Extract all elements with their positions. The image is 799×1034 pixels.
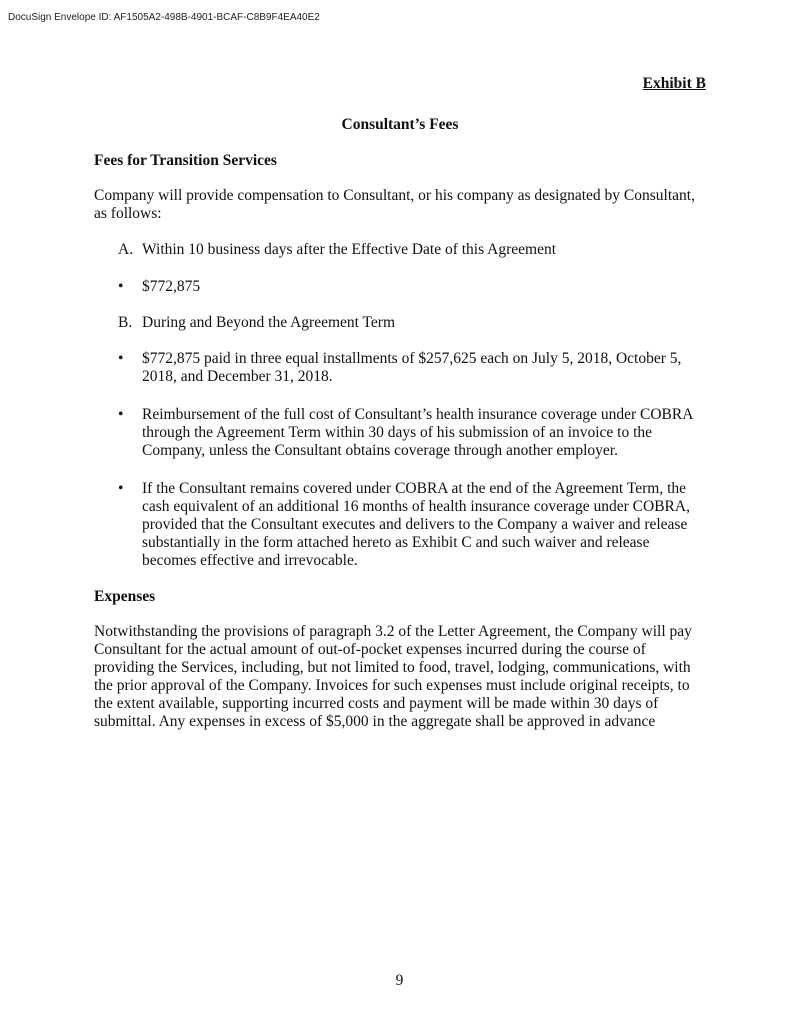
- bullet-text-3: Reimbursement of the full cost of Consultant’s health insurance coverage under COBRA through the Agreement Term within 30 days of his submission of an invoice to the Company, unless the Consultant obtains coverage through another employer.: [142, 406, 693, 459]
- exhibit-label: Exhibit B: [642, 75, 706, 92]
- bullet-icon: •: [118, 278, 124, 295]
- page-number: 9: [395, 972, 404, 989]
- list-item-b-text: During and Beyond the Agreement Term: [142, 314, 396, 331]
- bullet-item: [118, 406, 704, 460]
- intro-paragraph: Company will provide compensation to Consultant, or his company as designated by Consultant, as follows:: [94, 187, 695, 222]
- bullet-icon: •: [118, 480, 124, 497]
- expenses-paragraph: Notwithstanding the provisions of paragraph 3.2 of the Letter Agreement, the Company will pay Consultant for the actual amount of out-of-pocket expenses incurred during the course of providing the Services, including, but not limited to food, travel, lodging, communications, with the prior approval of the Company. Invoices for such expenses must include original receipts, to the extent available, supporting incurred costs and payment will be made within 30 days of submittal. Any expenses in excess of $5,000 in the aggregate shall be approved in advance: [94, 623, 692, 730]
- section-heading-expenses: Expenses: [94, 588, 156, 605]
- bullet-icon: •: [118, 406, 124, 423]
- bullet-item: [118, 278, 704, 296]
- bullet-text-2: $772,875 paid in three equal installments of $257,625 each on July 5, 2018, October 5, 2018, and December 31, 2018.: [142, 350, 682, 385]
- page-title: Consultant’s Fees: [341, 116, 459, 133]
- bullet-item: [118, 480, 704, 570]
- docusign-envelope-id: DocuSign Envelope ID: AF1505A2-498B-4901-BCAF-C8B9F4EA40E2: [8, 12, 320, 23]
- bullet-text-4: If the Consultant remains covered under COBRA at the end of the Agreement Term, the cash equivalent of an additional 16 months of health insurance coverage under COBRA, provided that the Consultant executes and delivers to the Company a waiver and release substantially in the form attached hereto as Exhibit C and such waiver and release becomes effective and irrevocable.: [142, 480, 690, 569]
- bullet-text-1: $772,875: [142, 278, 201, 295]
- list-item-a: [118, 241, 704, 259]
- list-marker-b: B.: [118, 314, 133, 331]
- list-marker-a: A.: [118, 241, 134, 258]
- section-heading-fees: Fees for Transition Services: [94, 152, 277, 169]
- bullet-item: [118, 350, 704, 386]
- list-item-b: [118, 314, 704, 332]
- list-item-a-text: Within 10 business days after the Effective Date of this Agreement: [142, 241, 557, 258]
- bullet-icon: •: [118, 350, 124, 367]
